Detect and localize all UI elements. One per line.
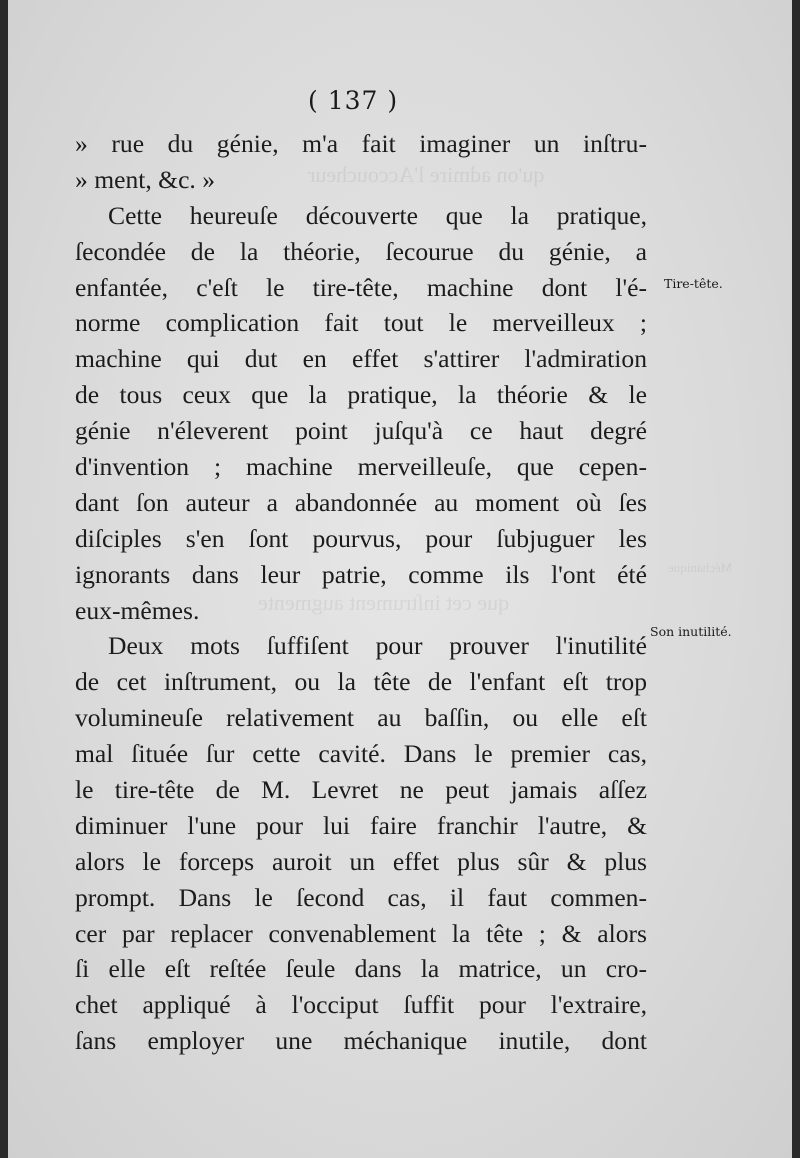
text-line: génie n'éleverent point juſqu'à ce haut degré — [75, 416, 647, 446]
show-through-text: que cet inſtrument augmente — [258, 590, 510, 615]
margin-note-inutilite: Son inutilité. — [650, 624, 732, 639]
text-line: ignorants dans leur patrie, comme ils l'ont été — [75, 559, 647, 589]
text-line: machine qui dut en effet s'attirer l'admiration — [75, 344, 647, 374]
text-line: Deux mots ſuffiſent pour prouver l'inutilité — [108, 631, 647, 661]
text-line: cer par replacer convenablement la tête ; & alors — [75, 918, 647, 948]
text-line: mal ſituée ſur cette cavité. Dans le premier cas, — [75, 739, 647, 769]
body-text — [75, 126, 647, 1059]
text-line: prompt. Dans le ſecond cas, il faut commen- — [75, 882, 647, 912]
text-line: » ment, &c. » — [75, 164, 216, 194]
text-line: le tire-tête de M. Levret ne peut jamais aſſez — [75, 775, 647, 805]
text-line: eux-mêmes. — [75, 595, 200, 625]
text-line: diſciples s'en ſont pourvus, pour ſubjuguer les — [75, 523, 647, 553]
text-line: chet appliqué à l'occiput ſuffit pour l'extraire, — [75, 990, 647, 1020]
text-line: alors le forceps auroit un effet plus sûr & plus — [75, 846, 647, 876]
text-line: volumineuſe relativement au baſſin, ou elle eſt — [75, 703, 647, 733]
text-line: enfantée, c'eſt le tire-tête, machine dont l'é- — [75, 272, 647, 302]
text-line: de tous ceux que la pratique, la théorie & le — [75, 380, 647, 410]
text-line: ſans employer une méchanique inutile, dont — [75, 1026, 647, 1056]
page-number: ( 137 ) — [308, 86, 399, 115]
show-through-text: Méchanique — [668, 560, 733, 575]
text-line: diminuer l'une pour lui faire franchir l'autre, & — [75, 810, 647, 840]
text-line: dant ſon auteur a abandonnée au moment où ſes — [75, 487, 647, 517]
text-line: ſi elle eſt reſtée ſeule dans la matrice, un cro- — [75, 954, 647, 984]
text-line: » rue du génie, m'a fait imaginer un inſtru- — [75, 129, 647, 158]
book-page — [8, 0, 792, 1158]
text-line: de cet inſtrument, ou la tête de l'enfant eſt trop — [75, 667, 647, 697]
text-line: d'invention ; machine merveilleuſe, que cepen- — [75, 452, 647, 482]
show-through-text: qu'on admire l'Accoucheur — [308, 162, 545, 187]
text-line: ſecondée de la théorie, ſecourue du génie, a — [75, 236, 647, 266]
margin-note-tire-tete: Tire-tête. — [664, 276, 723, 291]
text-line: norme complication fait tout le merveilleux ; — [75, 308, 647, 338]
text-line: Cette heureuſe découverte que la pratique, — [108, 200, 647, 230]
